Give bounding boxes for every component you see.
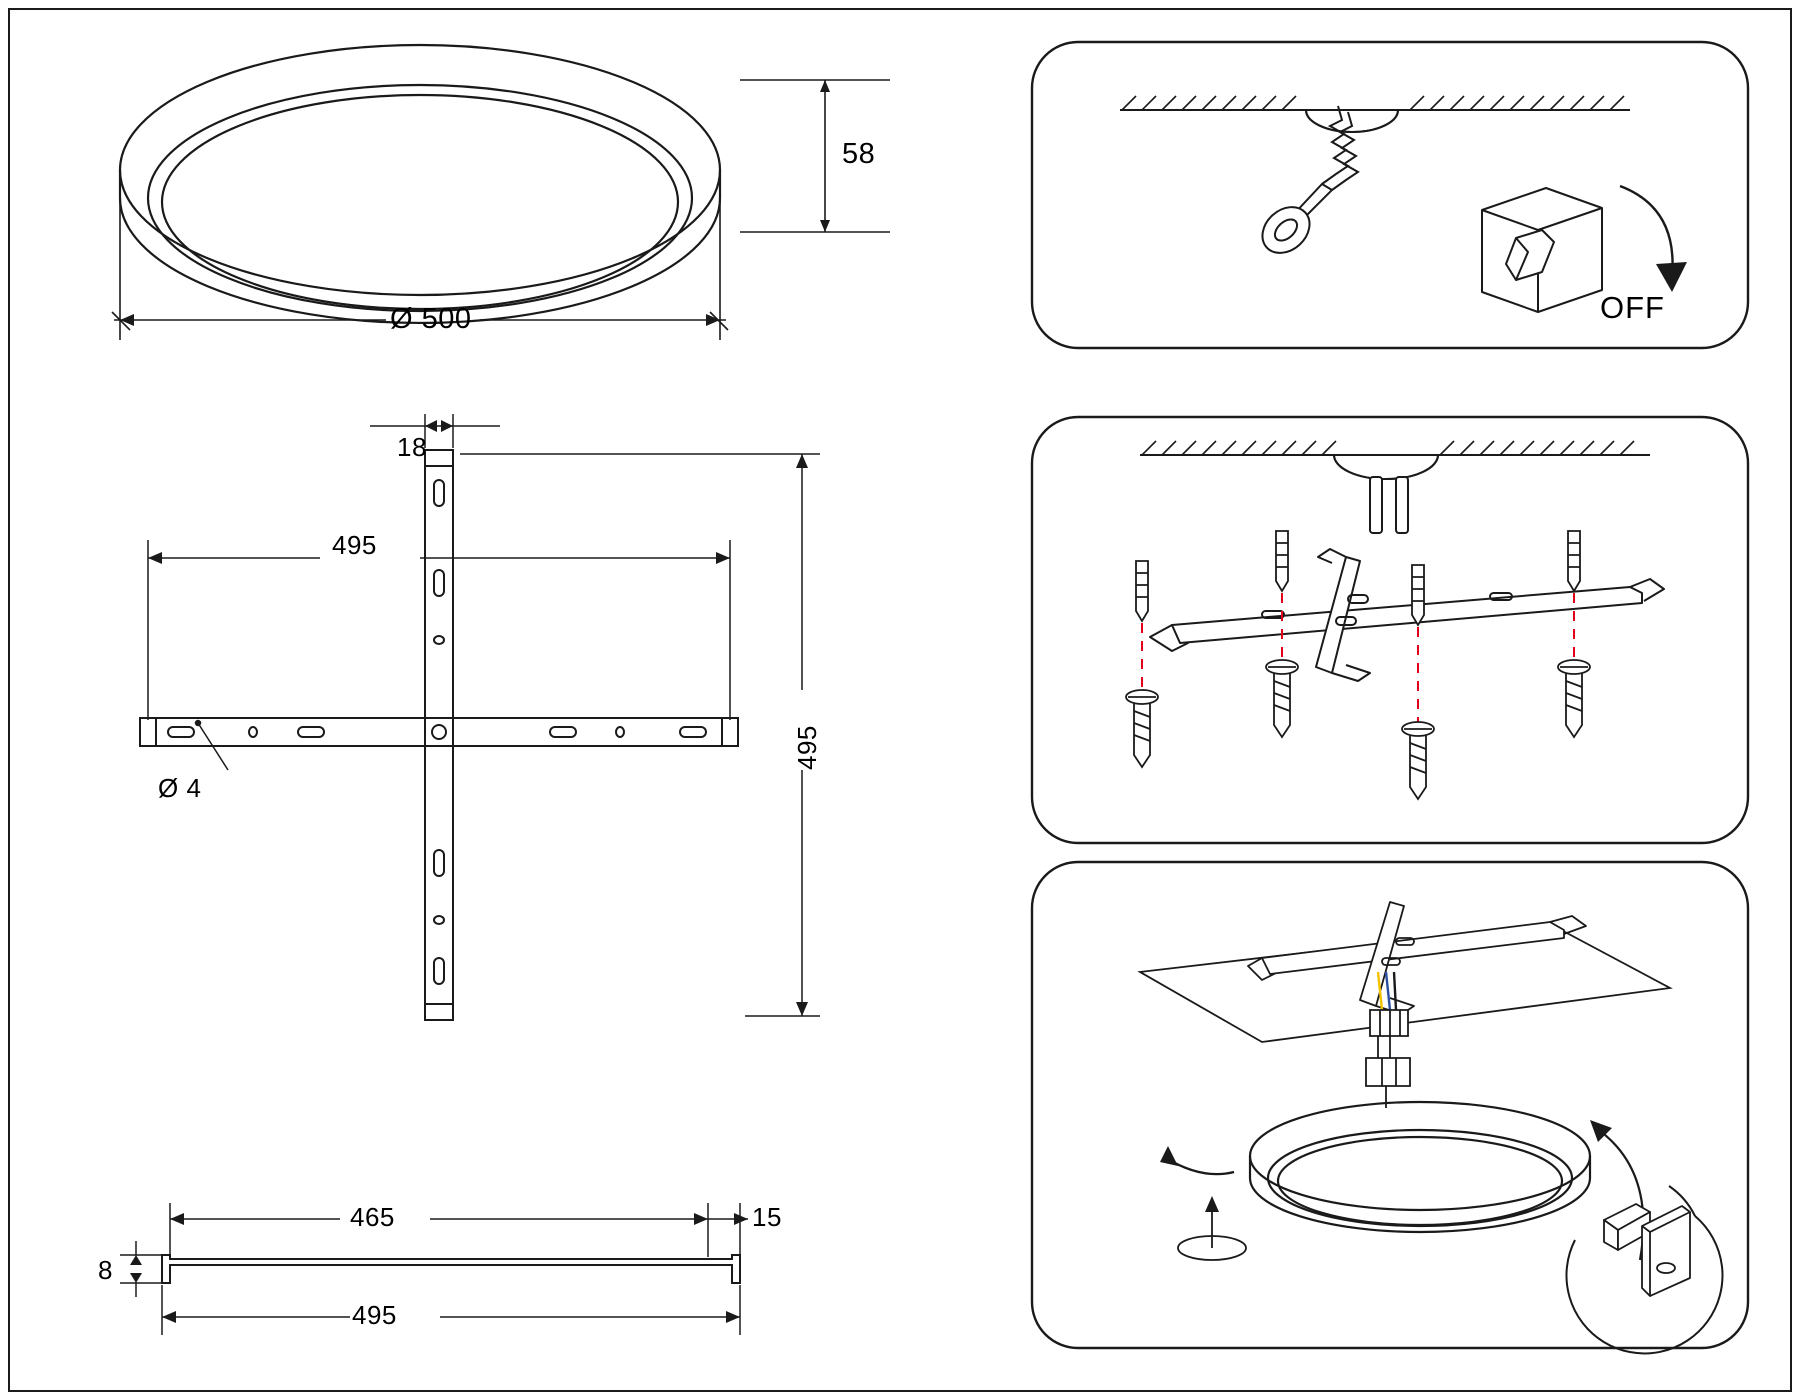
dimension-inner-length-465: 465 xyxy=(350,1202,395,1232)
cross-mounting-bracket-side-view xyxy=(100,1175,890,1365)
step-1-caption-off: OFF xyxy=(1600,290,1665,325)
step-fix-bracket xyxy=(1030,415,1750,845)
dimension-vertical-span-495: 495 xyxy=(792,725,822,770)
dimension-horizontal-span-495: 495 xyxy=(332,530,377,560)
cross-mounting-bracket-plan-view xyxy=(120,432,910,1060)
dimension-thickness-8: 8 xyxy=(98,1255,113,1285)
side-elevation-of-round-luminaire xyxy=(100,20,900,400)
dimension-hole-diameter-4: Ø 4 xyxy=(158,773,202,803)
dimension-overall-length-495: 495 xyxy=(352,1300,397,1330)
dimension-tab-15: 15 xyxy=(752,1202,782,1232)
dimension-height-58: 58 xyxy=(842,138,876,170)
step-power-off xyxy=(1030,40,1750,350)
dimension-bar-width-18: 18 xyxy=(397,432,427,462)
step-mount-fixture xyxy=(1030,860,1750,1350)
dimension-diameter-500: Ø 500 xyxy=(390,303,472,335)
